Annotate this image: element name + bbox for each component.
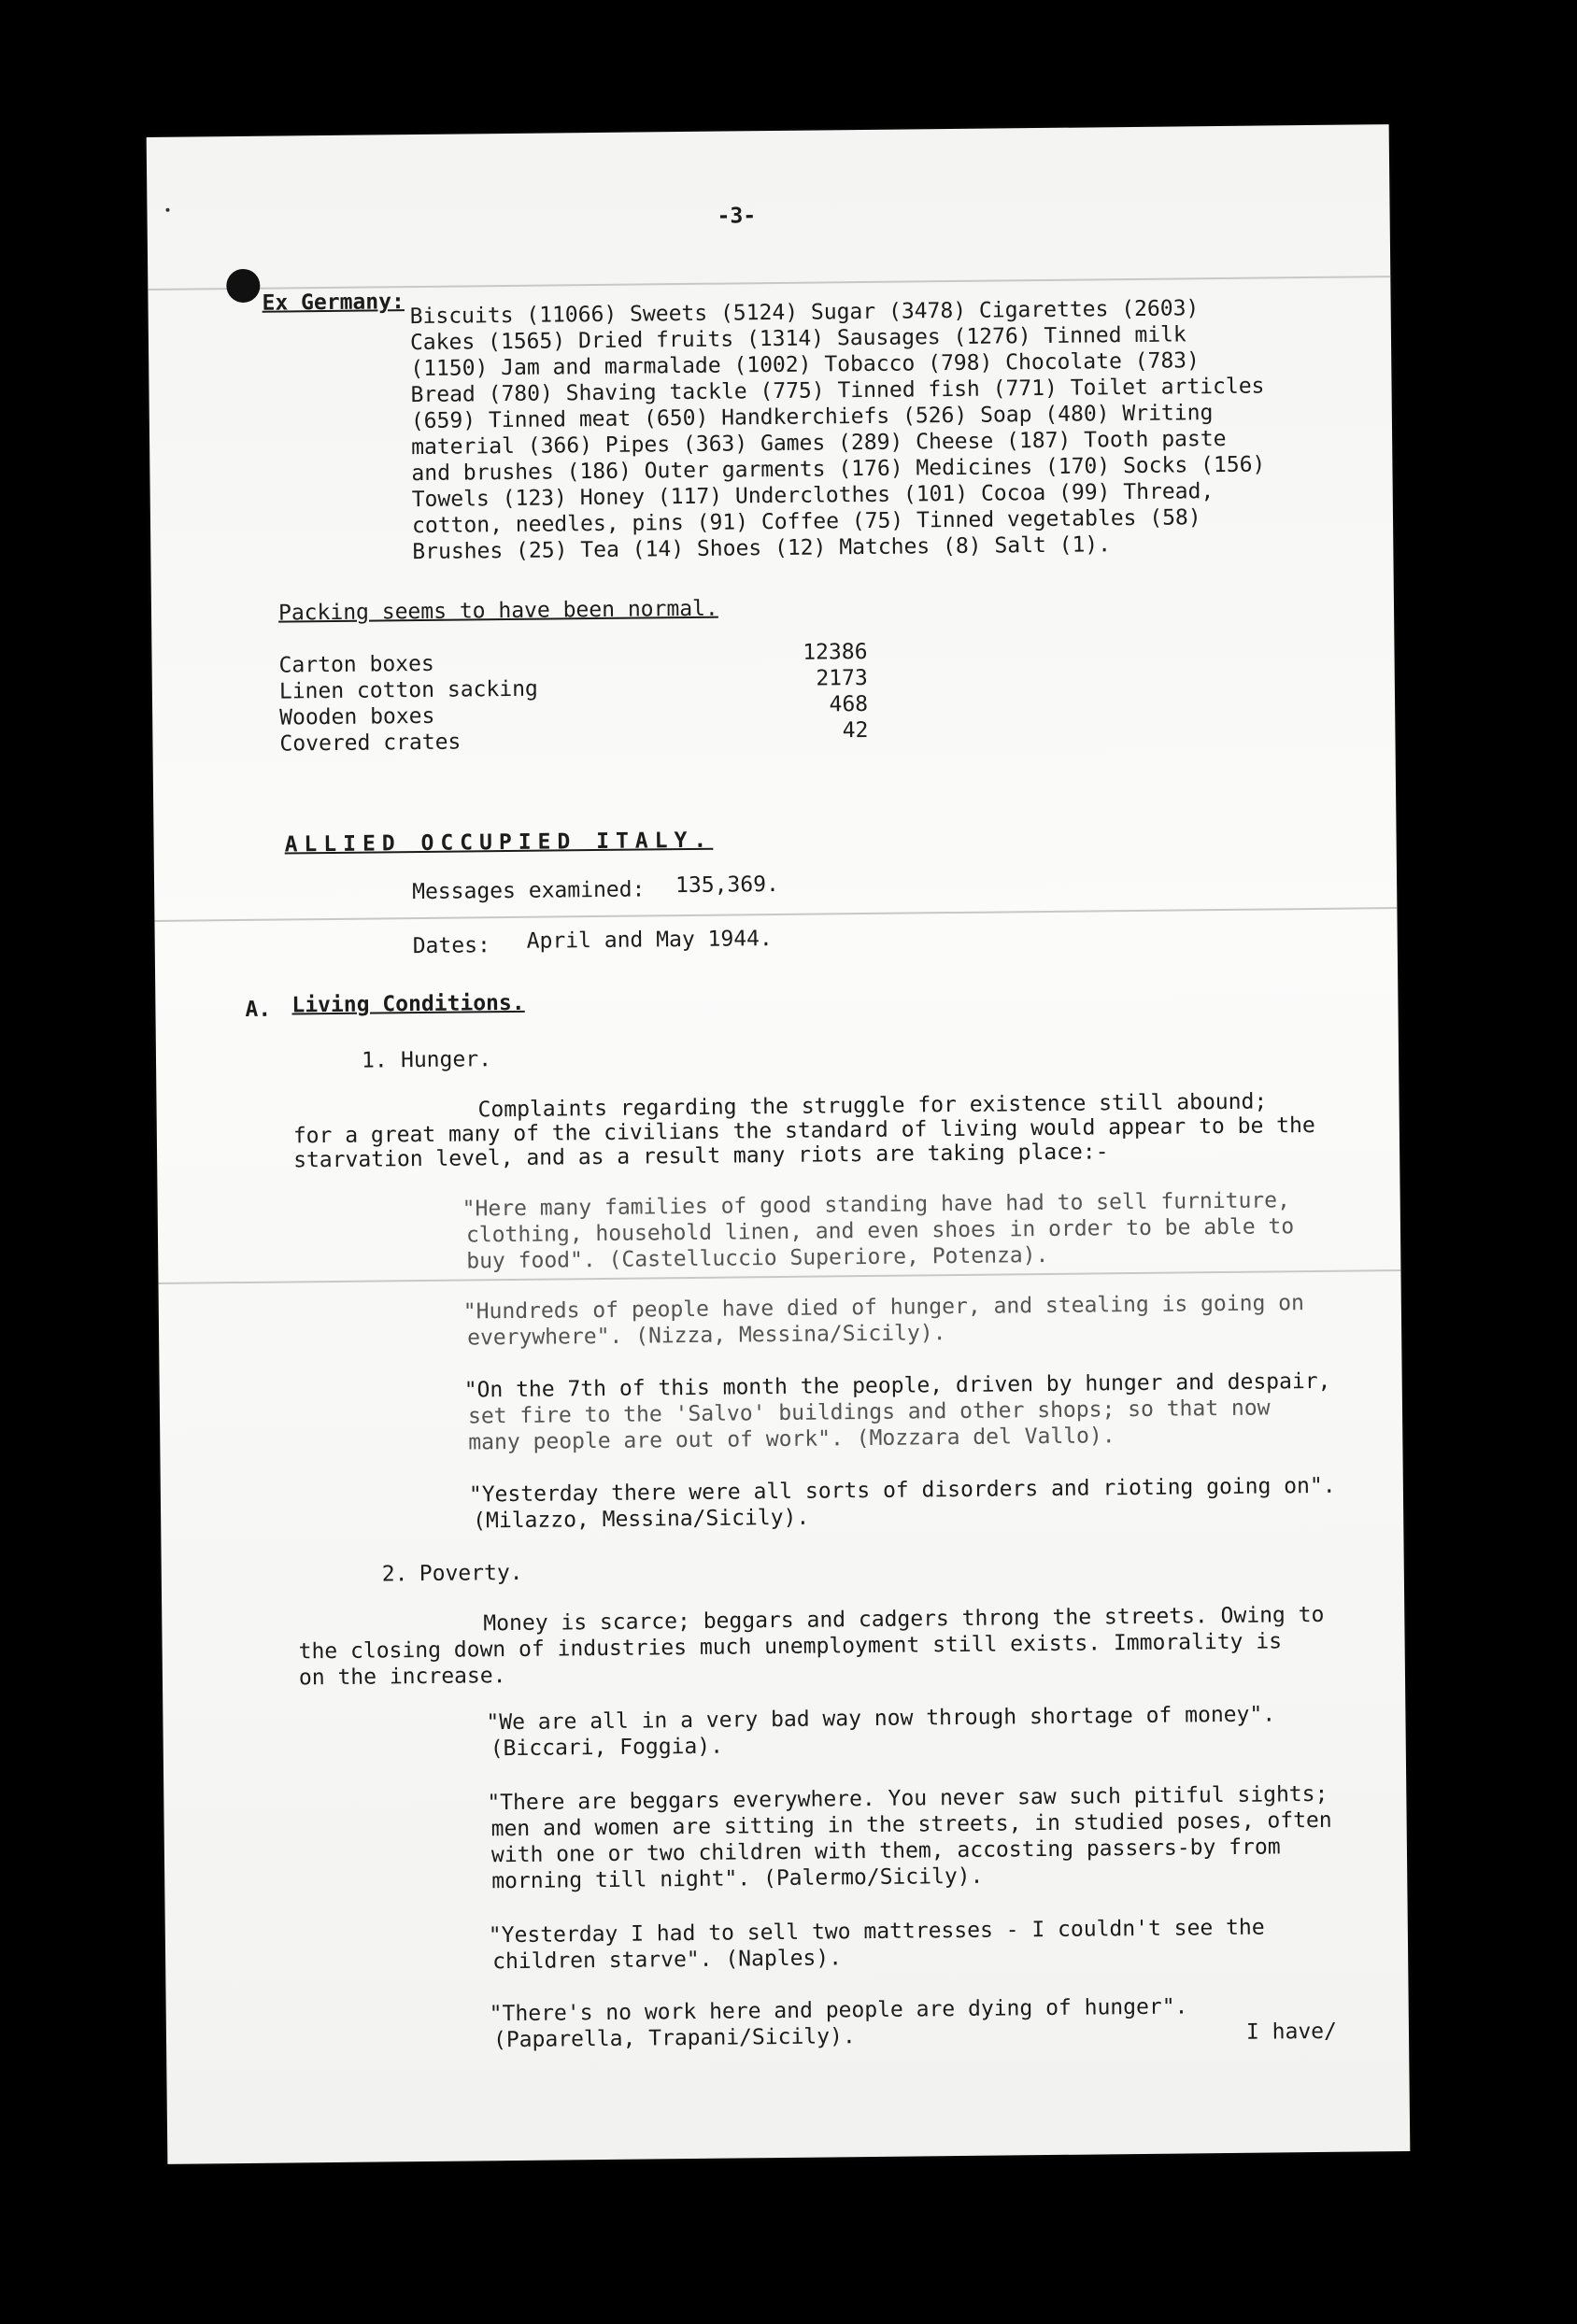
paragraph-line: for a great many of the civilians the standard of living would appear to be the	[292, 1112, 1315, 1149]
quote-line: (Milazzo, Messina/Sicily).	[473, 1505, 810, 1534]
packing-heading: Packing seems to have been normal.	[277, 596, 718, 626]
packing-value: 2173	[816, 665, 868, 691]
quote-line: "There are beggars everywhere. You never saw such pitiful sights;	[487, 1781, 1328, 1816]
quote-line: "Here many families of good standing have had to sell furniture,	[462, 1188, 1291, 1222]
fold-line	[154, 907, 1397, 922]
subsection-title: Poverty.	[419, 1560, 523, 1587]
quote-line: clothing, household linen, and even shoes in order to be able to	[465, 1214, 1295, 1248]
quote-line: (Biccari, Foggia).	[490, 1734, 724, 1762]
subsection-number: 2.	[381, 1562, 408, 1587]
quote-line: children starve". (Naples).	[492, 1946, 843, 1975]
list-line: and brushes (186) Outer garments (176) Medicines (170) Socks (156)	[411, 452, 1266, 487]
packing-value: 468	[829, 691, 869, 717]
list-line: Biscuits (11066) Sweets (5124) Sugar (3478) Cigarettes (2603)	[409, 296, 1200, 330]
quote-line: (Paparella, Trapani/Sicily).	[492, 2024, 856, 2053]
subsection-title: Hunger.	[400, 1047, 492, 1073]
quote-line: morning till night". (Palermo/Sicily).	[491, 1863, 984, 1894]
list-line: cotton, needles, pins (91) Coffee (75) Tinned vegetables (58)	[411, 505, 1201, 539]
quote-line: with one or two children with them, accosting passers-by from	[490, 1835, 1281, 1868]
list-line: Towels (123) Honey (117) Underclothes (101) Cocoa (99) Thread,	[411, 479, 1215, 513]
document-page	[147, 124, 1411, 2164]
packing-label: Covered crates	[279, 730, 462, 757]
packing-label: Carton boxes	[278, 651, 434, 678]
paragraph-line: starvation level, and as a result many riots are taking place:-	[293, 1140, 1109, 1173]
speck	[165, 208, 169, 212]
quote-line: "On the 7th of this month the people, driven by hunger and despair,	[463, 1368, 1331, 1403]
paragraph-line: on the increase.	[298, 1664, 506, 1691]
paragraph-line: Money is scarce; beggars and cadgers throng the streets. Owing to	[483, 1602, 1325, 1637]
page-number: -3-	[717, 204, 757, 229]
list-line: Bread (780) Shaving tackle (775) Tinned fish (771) Toilet articles	[410, 374, 1265, 408]
section-title: ALLIED OCCUPIED ITALY.	[284, 828, 714, 857]
quote-line: men and women are sitting in the streets, in studied poses, often	[490, 1807, 1332, 1842]
continuation-catchword: I have/	[1245, 2019, 1338, 2045]
quote-line: "Yesterday I had to sell two mattresses - I couldn't see the	[488, 1915, 1265, 1948]
packing-label: Linen cotton sacking	[278, 676, 538, 704]
paragraph-line: the closing down of industries much unemployment still exists. Immorality is	[298, 1629, 1283, 1665]
quote-line: set fire to the 'Salvo' buildings and other shops; so that now	[467, 1396, 1271, 1429]
quote-line: "There's no work here and people are dying of hunger".	[489, 1994, 1188, 2027]
dates-value: April and May 1944.	[526, 927, 773, 954]
fold-line	[148, 276, 1390, 290]
part-letter: A.	[245, 997, 272, 1022]
dates-label: Dates:	[412, 933, 490, 959]
paragraph-line: Complaints regarding the struggle for existence still abound;	[477, 1089, 1268, 1123]
list-line: material (366) Pipes (363) Games (289) Cheese (187) Tooth paste	[411, 426, 1227, 461]
quote-line: many people are out of work". (Mozzara del Vallo).	[468, 1424, 1115, 1455]
list-line: (659) Tinned meat (650) Handkerchiefs (526) Soap (480) Writing	[410, 401, 1214, 434]
punch-hole	[226, 269, 260, 303]
ex-germany-heading: Ex Germany:	[262, 290, 405, 316]
quote-line: "Yesterday there were all sorts of disorders and rioting going on".	[468, 1473, 1336, 1508]
list-line: (1150) Jam and marmalade (1002) Tobacco (798) Chocolate (783)	[410, 348, 1201, 382]
packing-label: Wooden boxes	[279, 703, 435, 730]
packing-value: 12386	[803, 639, 868, 665]
fold-line	[159, 1269, 1401, 1284]
list-line: Cakes (1565) Dried fruits (1314) Sausages (1276) Tinned milk	[409, 322, 1186, 356]
messages-label: Messages examined:	[412, 877, 646, 905]
quote-line: buy food". (Castelluccio Superiore, Potenza).	[466, 1242, 1049, 1274]
quote-line: "Hundreds of people have died of hunger, and stealing is going on	[462, 1291, 1305, 1325]
part-title: Living Conditions.	[291, 990, 525, 1018]
quote-line: everywhere". (Nizza, Messina/Sicily).	[467, 1321, 946, 1351]
packing-value: 42	[842, 717, 869, 744]
list-line: Brushes (25) Tea (14) Shoes (12) Matches (8) Salt (1).	[412, 532, 1112, 565]
subsection-number: 1.	[361, 1048, 388, 1073]
messages-value: 135,369.	[675, 872, 780, 899]
quote-line: "We are all in a very bad way now through shortage of money".	[486, 1702, 1276, 1736]
